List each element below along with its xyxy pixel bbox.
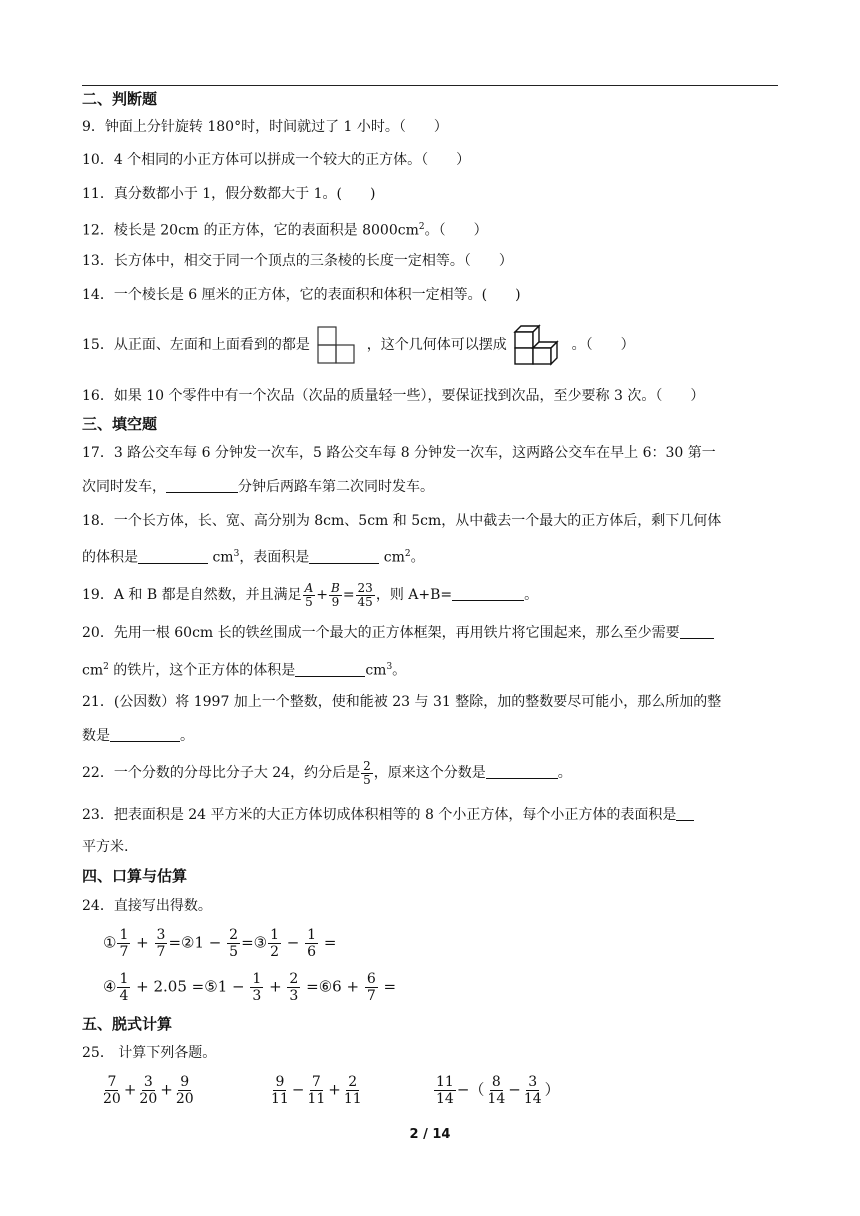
q17-text-a: 次同时发车，	[82, 479, 166, 495]
operand: 6 +	[332, 977, 360, 996]
question-19	[82, 580, 538, 610]
fraction: $\frac{2}{5}$	[363, 758, 371, 787]
q12-text: 12．棱长是 20cm 的正方体，它的表面积是 8000cm	[82, 222, 419, 239]
close-paren: ）	[544, 1080, 560, 1099]
section-title-calc: 五、脱式计算	[82, 1015, 173, 1033]
question-11: 11．真分数都小于 1，假分数都大于 1。( )	[82, 186, 376, 202]
question-18-line1: 18．一个长方体，长、宽、高分别为 8cm、5cm 和 5cm，从中截去一个最大的正方体后，剩下几何体	[82, 513, 722, 529]
circled-number: ⑤	[204, 977, 218, 996]
fraction: $\frac{3}{20}$	[139, 1074, 158, 1107]
circled-number: ④	[103, 977, 117, 996]
fraction: $\frac{1}{2}$	[270, 927, 280, 960]
section-title-oral: 四、口算与估算	[82, 867, 188, 885]
q21-end: 。	[180, 728, 194, 744]
circled-number: ①	[103, 933, 117, 952]
q20-text-a: 20．先用一根 60cm 长的铁丝围成一个最大的正方体框架，再用铁片将它围起来，那么至少需要	[82, 625, 680, 641]
q15-text-b: ，这个几何体可以摆成	[366, 337, 507, 353]
plus-sign: +	[316, 587, 328, 603]
answer-blank[interactable]	[309, 549, 379, 564]
question-14: 14．一个棱长是 6 厘米的正方体，它的表面积和体积一定相等。( )	[82, 287, 521, 303]
fraction: $\frac{1}{7}$	[119, 927, 129, 960]
question-9: 9．钟面上分针旋转 180°时，时间就过了 1 小时。（ ）	[82, 119, 448, 135]
answer-blank[interactable]	[452, 586, 524, 601]
operator: +	[136, 933, 149, 952]
fraction: $\frac{1}{6}$	[307, 927, 317, 960]
page-number: 2 / 14	[409, 1127, 451, 1142]
fraction: $\frac{1}{4}$	[119, 971, 129, 1004]
answer-blank[interactable]	[138, 549, 208, 564]
fraction: $\frac{23}{45}$	[357, 580, 373, 609]
question-17-line1: 17．3 路公交车每 6 分钟发一次车，5 路公交车每 8 分钟发一次车，这两路公交车在早上 6：30 第一	[82, 445, 716, 461]
header-rule	[82, 85, 778, 86]
equals-sign: =	[383, 977, 397, 996]
operator: +	[328, 1080, 341, 1099]
q21-text-a: 数是	[82, 728, 110, 744]
question-24: 24．直接写出得数。	[82, 898, 212, 914]
operator: +	[160, 1080, 173, 1099]
question-21-line1: 21．(公因数）将 1997 加上一个整数，使和能被 23 与 31 整除，加的整数要尽可能小，那么所加的整	[82, 694, 722, 710]
operator: −	[286, 933, 300, 952]
fraction: $\frac{3}{14}$	[523, 1074, 542, 1107]
fraction: $\frac{3}{7}$	[156, 927, 166, 960]
fraction: $\frac{7}{11}$	[307, 1074, 326, 1107]
fraction: $\frac{2}{5}$	[229, 927, 239, 960]
question-21-line2	[82, 726, 194, 746]
fraction: $\frac{9}{20}$	[175, 1074, 194, 1107]
q20-end: 。	[392, 662, 407, 679]
question-22	[82, 758, 572, 788]
fraction: $\frac{2}{11}$	[343, 1074, 362, 1107]
q18-sup-1: 3	[233, 549, 240, 559]
answer-blank[interactable]	[295, 662, 365, 677]
fraction: $\frac{8}{14}$	[487, 1074, 506, 1107]
q20-text-b: 的铁片，这个正方体的体积是	[108, 662, 296, 679]
equals-sign: =	[241, 933, 254, 952]
q15-text-c: 。（ ）	[571, 337, 635, 353]
operator: −	[508, 1080, 521, 1099]
q15-text-a: 15．从正面、左面和上面看到的都是	[82, 337, 310, 353]
q22-text-a: 22．一个分数的分母比分子大 24，约分后是	[82, 765, 361, 781]
q18-text-c: ，表面积是	[239, 549, 310, 566]
q22-text-b: ，原来这个分数是	[373, 765, 486, 781]
q22-end: 。	[557, 765, 572, 781]
circled-number: ②	[181, 933, 195, 952]
section-title-judgement: 二、判断题	[82, 90, 158, 108]
fraction: $\frac{6}{7}$	[366, 971, 376, 1004]
q17-text-b: 分钟后两路车第二次同时发车。	[238, 479, 434, 495]
operator: −	[291, 1080, 305, 1099]
q19-text-a: 19．A 和 B 都是自然数，并且满足	[82, 587, 302, 603]
q20-unit-2: cm	[365, 662, 387, 679]
q12-end: 。（ ）	[424, 222, 488, 239]
three-view-figure	[314, 323, 362, 367]
q23-text: 23．把表面积是 24 平方米的大正方体切成体积相等的 8 个小正方体，每个小正方体的表面积是	[82, 807, 677, 823]
q20-unit-1: cm	[82, 662, 104, 679]
equals-sign: =	[342, 587, 355, 603]
q18-text-a: 的体积是	[82, 549, 138, 566]
q18-end: 。	[410, 549, 425, 566]
fraction: $\frac{1}{3}$	[252, 971, 262, 1004]
answer-blank[interactable]	[680, 624, 714, 639]
question-20-line1	[82, 623, 714, 643]
q12-sup: 2	[418, 222, 425, 232]
q18-unit-2: cm	[379, 549, 405, 566]
question-23-line1	[82, 805, 694, 825]
cube-stack-figure	[511, 322, 567, 368]
q20-sup-1: 2	[103, 662, 109, 672]
q18-sup-2: 2	[404, 549, 411, 559]
q19-text-b: ，则 A+B=	[375, 587, 453, 603]
fraction: $\frac{11}{14}$	[436, 1074, 454, 1107]
circled-number: ③	[253, 933, 268, 952]
operator: +	[123, 1080, 137, 1099]
question-17-line2	[82, 477, 434, 497]
question-13: 13．长方体中，相交于同一个顶点的三条棱的长度一定相等。（ ）	[82, 253, 513, 269]
operand: + 2.05 =	[136, 977, 205, 996]
calc-expression-2	[268, 1074, 365, 1107]
question-23-line2: 平方米.	[82, 839, 129, 855]
question-18-line2	[82, 544, 425, 568]
question-25: 25． 计算下列各题。	[82, 1045, 217, 1061]
answer-blank[interactable]	[676, 806, 694, 821]
fraction: $\frac{B}{9}$	[330, 580, 340, 609]
question-12	[82, 217, 488, 241]
fraction: $\frac{9}{11}$	[271, 1074, 289, 1107]
equals-sign: =	[168, 933, 182, 952]
calc-expression-3	[433, 1074, 560, 1107]
question-10: 10．4 个相同的小正方体可以拼成一个较大的正方体。（ ）	[82, 152, 471, 168]
q18-unit-1: cm	[208, 549, 234, 566]
circled-number: ⑥	[318, 977, 333, 996]
q19-end: 。	[524, 587, 539, 603]
section-title-fill: 三、填空题	[82, 415, 158, 433]
operand: 1 −	[194, 933, 222, 952]
oral-row-2	[103, 971, 396, 1004]
calc-expression-1	[100, 1074, 197, 1107]
operator: −（	[456, 1080, 485, 1099]
oral-row-1	[103, 927, 336, 960]
operand: 1 −	[217, 977, 245, 996]
question-15	[82, 322, 635, 366]
question-16: 16．如果 10 个零件中有一个次品（次品的质量轻一些），要保证找到次品，至少要称 3 次。（ ）	[82, 388, 705, 404]
fraction: $\frac{7}{20}$	[103, 1074, 121, 1107]
answer-blank[interactable]	[486, 764, 558, 779]
operator: +	[269, 977, 282, 996]
equals-sign: =	[323, 933, 337, 952]
answer-blank[interactable]	[110, 727, 180, 742]
q20-sup-2: 3	[386, 662, 393, 672]
fraction: $\frac{A}{5}$	[304, 580, 314, 609]
answer-blank[interactable]	[166, 478, 238, 493]
question-20-line2	[82, 657, 406, 681]
fraction: $\frac{2}{3}$	[289, 971, 299, 1004]
equals-sign: =	[306, 977, 319, 996]
